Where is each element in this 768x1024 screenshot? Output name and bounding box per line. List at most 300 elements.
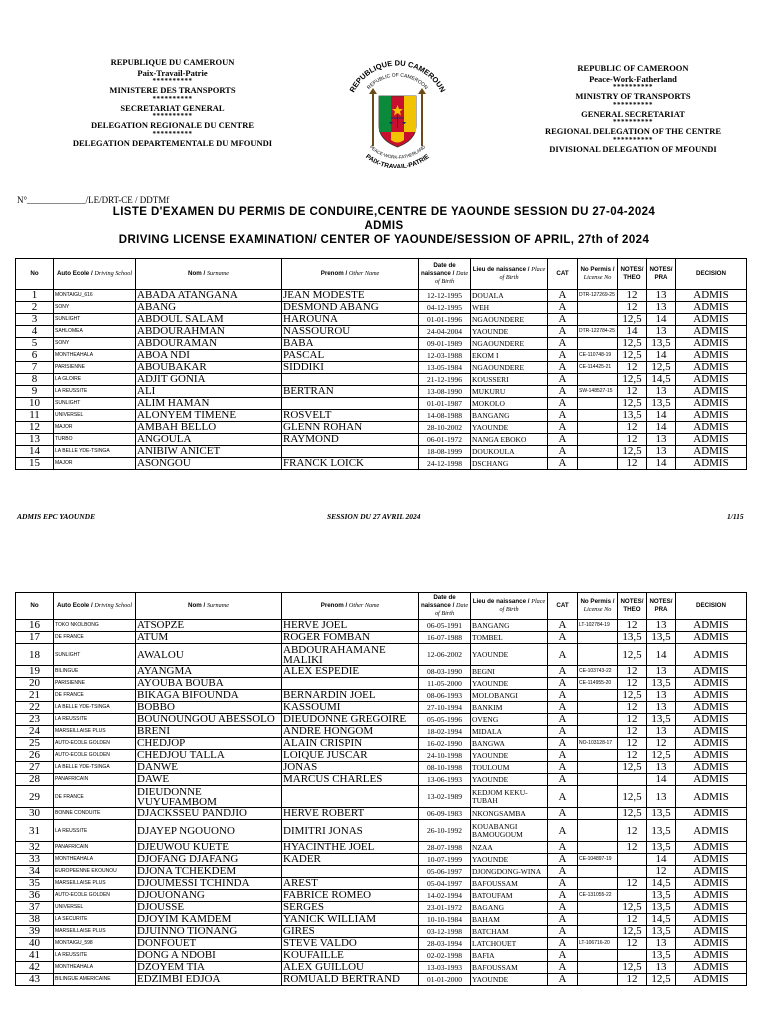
cell-driving-school: MAJOR [54, 458, 136, 470]
cell-driving-school: MONTAIGU_616 [54, 290, 136, 302]
cell-driving-school: DE FRANCE [54, 632, 136, 644]
cell-other-name: ROMUALD BERTRAND [282, 974, 419, 986]
table-row [16, 714, 747, 726]
cell-other-name: AREST [282, 878, 419, 890]
cell-theory-score [618, 950, 647, 962]
shield-icon [379, 96, 416, 147]
seal-motto-en: PEACE-WORK-FATHERLAND [368, 144, 427, 160]
cell-driving-school: LA GLOIRE [54, 374, 136, 386]
cell-license-number [578, 714, 618, 726]
cell-row-number: 42 [16, 962, 54, 974]
cell-surname: ABDOURAHMAN [136, 326, 282, 338]
table-row [16, 666, 747, 678]
cell-decision: ADMIS [676, 950, 747, 962]
cell-surname: BOUNOUNGOU ABESSOLO [136, 714, 282, 726]
cell-theory-score: 12,5 [618, 962, 647, 974]
cell-theory-score: 12 [618, 974, 647, 986]
cell-surname: CHEDJOP [136, 738, 282, 750]
cell-decision: ADMIS [676, 726, 747, 738]
cell-surname: AWALOU [136, 644, 282, 666]
cell-date-of-birth: 18-08-1999 [419, 446, 471, 458]
cell-row-number: 4 [16, 326, 54, 338]
cell-theory-score: 12 [618, 386, 647, 398]
cell-theory-score: 12,5 [618, 338, 647, 350]
cell-driving-school: EUROPEENNE EKOUNOU [54, 866, 136, 878]
cell-driving-school: DE FRANCE [54, 690, 136, 702]
table-row [16, 446, 747, 458]
cell-practical-score: 14,5 [647, 878, 676, 890]
cell-decision: ADMIS [676, 866, 747, 878]
cell-other-name: DIEUDONNE GREGOIRE [282, 714, 419, 726]
cell-date-of-birth: 28-10-2002 [419, 422, 471, 434]
col-header-date-of-birth: Date de naissance / Date of Birth [419, 259, 471, 290]
col-header-first-name: Prenom / Other Name [282, 593, 419, 620]
cell-row-number: 16 [16, 620, 54, 632]
cell-other-name [282, 398, 419, 410]
cell-place-of-birth: MUKURU [471, 386, 548, 398]
cell-place-of-birth: YAOUNDE [471, 422, 548, 434]
cell-driving-school: TOKO NKOLBONG [54, 620, 136, 632]
cell-category: A [548, 854, 578, 866]
cell-driving-school: DE FRANCE [54, 786, 136, 808]
cell-theory-score: 12 [618, 702, 647, 714]
cell-date-of-birth: 27-10-1994 [419, 702, 471, 714]
cell-practical-score: 13 [647, 690, 676, 702]
col-header-date-of-birth: Date de naissance / Date of Birth [419, 593, 471, 620]
cell-license-number [578, 302, 618, 314]
cell-date-of-birth: 14-08-1988 [419, 410, 471, 422]
cell-driving-school: BILINGUE [54, 666, 136, 678]
cell-category: A [548, 632, 578, 644]
motto-en: Peace-Work-Fatherland [589, 73, 677, 84]
cell-license-number [578, 914, 618, 926]
cell-place-of-birth: BAFOUSSAM [471, 962, 548, 974]
cell-license-number [578, 926, 618, 938]
divisional-delegation-fr: DELEGATION DEPARTEMENTALE DU MFOUNDI [72, 137, 273, 148]
cell-surname: ADJIT GONIA [136, 374, 282, 386]
cell-place-of-birth: BAGANG [471, 902, 548, 914]
cell-surname: ABOUBAKAR [136, 362, 282, 374]
cell-driving-school: PARISIENNE [54, 362, 136, 374]
cell-practical-score: 14,5 [647, 914, 676, 926]
cell-category: A [548, 410, 578, 422]
cell-place-of-birth: KOUABANGI BAMOUGOUM [471, 820, 548, 842]
country-name-en: REPUBLIC OF CAMEROON [577, 63, 689, 73]
cell-place-of-birth: BANGANG [471, 410, 548, 422]
cell-license-number: DTR-122784-25 [578, 326, 618, 338]
cell-date-of-birth: 11-05-2000 [419, 678, 471, 690]
cell-date-of-birth: 09-01-1989 [419, 338, 471, 350]
cell-practical-score: 13 [647, 726, 676, 738]
cell-other-name: HERVE ROBERT [282, 808, 419, 820]
cell-license-number [578, 644, 618, 666]
cell-date-of-birth: 08-10-1998 [419, 762, 471, 774]
cell-other-name: FABRICE ROMEO [282, 890, 419, 902]
cell-other-name: DESMOND ABANG [282, 302, 419, 314]
secretariat-en: GENERAL SECRETARIAT [581, 108, 685, 119]
cell-theory-score: 14 [618, 326, 647, 338]
table-row [16, 620, 747, 632]
cell-row-number: 27 [16, 762, 54, 774]
col-header-decision: DECISION [676, 259, 747, 290]
cell-license-number: DTR-127269-25 [578, 290, 618, 302]
cell-place-of-birth: BATOUFAM [471, 890, 548, 902]
cell-place-of-birth: NGAOUNDERE [471, 314, 548, 326]
cell-surname: DAWE [136, 774, 282, 786]
cell-practical-score: 13 [647, 326, 676, 338]
cell-theory-score: 12,5 [618, 314, 647, 326]
cell-row-number: 39 [16, 926, 54, 938]
cell-practical-score: 14 [647, 774, 676, 786]
cell-driving-school: LA BELLE YDE-TSINGA [54, 446, 136, 458]
col-header-license-no: No Permis / License No [578, 259, 618, 290]
cell-other-name: FRANCK LOICK [282, 458, 419, 470]
cell-other-name [282, 446, 419, 458]
title-status: ADMIS [364, 220, 404, 232]
cell-category: A [548, 326, 578, 338]
cell-driving-school: MONTHEAHALA [54, 962, 136, 974]
cell-driving-school: SUNLIGHT [54, 314, 136, 326]
cell-license-number: CE-114425-21 [578, 362, 618, 374]
cell-license-number: CE-131055-22 [578, 890, 618, 902]
separator-stars: ********** [613, 100, 653, 109]
cell-place-of-birth: TOULOUM [471, 762, 548, 774]
cell-decision: ADMIS [676, 314, 747, 326]
cell-theory-score: 12,5 [618, 902, 647, 914]
cell-license-number: LT-106716-20 [578, 938, 618, 950]
cell-surname: ATUM [136, 632, 282, 644]
cell-driving-school: MONTHEAHALA [54, 854, 136, 866]
table-row [16, 302, 747, 314]
cell-category: A [548, 338, 578, 350]
table-row [16, 644, 747, 666]
cell-practical-score: 13 [647, 762, 676, 774]
cell-driving-school: LA REUSSITE [54, 714, 136, 726]
cell-practical-score: 13,5 [647, 926, 676, 938]
cell-license-number [578, 702, 618, 714]
cell-theory-score: 12 [618, 678, 647, 690]
cell-license-number [578, 446, 618, 458]
cell-date-of-birth: 12-12-1995 [419, 290, 471, 302]
cell-license-number: LT-102784-19 [578, 620, 618, 632]
cell-place-of-birth: DSCHANG [471, 458, 548, 470]
cell-other-name: ANDRE HONGOM [282, 726, 419, 738]
cell-license-number [578, 632, 618, 644]
cell-surname: DIEUDONNE VUYUFAMBOM [136, 786, 282, 808]
cell-row-number: 3 [16, 314, 54, 326]
cell-row-number: 23 [16, 714, 54, 726]
cell-date-of-birth: 08-06-1993 [419, 690, 471, 702]
cell-other-name: BERNARDIN JOEL [282, 690, 419, 702]
cell-category: A [548, 314, 578, 326]
document-titles [0, 205, 768, 247]
cell-date-of-birth: 24-12-1998 [419, 458, 471, 470]
cell-decision: ADMIS [676, 926, 747, 938]
cell-other-name: KASSOUMI [282, 702, 419, 714]
cell-license-number [578, 410, 618, 422]
cell-row-number: 35 [16, 878, 54, 890]
cell-other-name: BABA [282, 338, 419, 350]
cell-driving-school: SONY [54, 338, 136, 350]
cell-category: A [548, 938, 578, 950]
cell-row-number: 8 [16, 374, 54, 386]
cell-practical-score: 13,5 [647, 902, 676, 914]
cell-place-of-birth: DOUKOULA [471, 446, 548, 458]
cell-driving-school: LA REUSSITE [54, 950, 136, 962]
cell-license-number [578, 762, 618, 774]
cell-place-of-birth: NGAOUNDERE [471, 338, 548, 350]
cell-row-number: 43 [16, 974, 54, 986]
cell-date-of-birth: 01-01-2000 [419, 974, 471, 986]
cell-surname: AYOUBA BOUBA [136, 678, 282, 690]
cell-other-name: KOUFAILLE [282, 950, 419, 962]
table-row [16, 458, 747, 470]
cell-license-number [578, 458, 618, 470]
cell-surname: ANGOULA [136, 434, 282, 446]
table-row [16, 938, 747, 950]
cell-theory-score: 12,5 [618, 644, 647, 666]
cell-theory-score: 12 [618, 938, 647, 950]
cell-other-name: SERGES [282, 902, 419, 914]
table-row [16, 786, 747, 808]
cell-category: A [548, 738, 578, 750]
cell-surname: ALI [136, 386, 282, 398]
cell-theory-score: 12,5 [618, 762, 647, 774]
cell-category: A [548, 362, 578, 374]
cell-theory-score [618, 854, 647, 866]
cell-decision: ADMIS [676, 422, 747, 434]
cell-surname: ABDOURAMAN [136, 338, 282, 350]
cell-place-of-birth: YAOUNDE [471, 750, 548, 762]
table-row [16, 890, 747, 902]
cell-practical-score: 13,5 [647, 714, 676, 726]
cell-decision: ADMIS [676, 914, 747, 926]
cell-license-number: SW-148527-15 [578, 386, 618, 398]
cell-decision: ADMIS [676, 714, 747, 726]
cell-row-number: 6 [16, 350, 54, 362]
table-row [16, 410, 747, 422]
cell-practical-score: 12,5 [647, 974, 676, 986]
cell-category: A [548, 458, 578, 470]
cell-decision: ADMIS [676, 774, 747, 786]
cell-driving-school: MARSEILLAISE PLUS [54, 878, 136, 890]
cell-driving-school: SUNLIGHT [54, 398, 136, 410]
cell-decision: ADMIS [676, 902, 747, 914]
cell-row-number: 30 [16, 808, 54, 820]
cell-other-name: ROSVELT [282, 410, 419, 422]
cell-practical-score: 14 [647, 314, 676, 326]
cell-date-of-birth: 16-07-1988 [419, 632, 471, 644]
cell-license-number [578, 726, 618, 738]
cell-category: A [548, 878, 578, 890]
cell-category: A [548, 290, 578, 302]
cell-row-number: 20 [16, 678, 54, 690]
col-header-place-of-birth: Lieu de naissance / Place of Birth [471, 593, 548, 620]
cell-practical-score: 13 [647, 446, 676, 458]
cell-place-of-birth: MOKOLO [471, 398, 548, 410]
cell-theory-score [618, 774, 647, 786]
cell-row-number: 37 [16, 902, 54, 914]
cell-surname: BRENI [136, 726, 282, 738]
reference-number: N°_____________/LE/DRT-CE / DDTMf [17, 195, 170, 205]
cell-driving-school: MONTHEAHALA [54, 350, 136, 362]
cell-theory-score: 12,5 [618, 926, 647, 938]
cell-license-number [578, 842, 618, 854]
cell-date-of-birth: 12-03-1988 [419, 350, 471, 362]
cell-date-of-birth: 24-10-1998 [419, 750, 471, 762]
table-row [16, 434, 747, 446]
cell-surname: CHEDJOU TALLA [136, 750, 282, 762]
cell-date-of-birth: 05-05-1996 [419, 714, 471, 726]
cell-driving-school: PANAFRICAIN [54, 842, 136, 854]
cell-decision: ADMIS [676, 302, 747, 314]
cell-category: A [548, 726, 578, 738]
cell-date-of-birth: 06-05-1991 [419, 620, 471, 632]
cell-place-of-birth: OVENG [471, 714, 548, 726]
cell-date-of-birth: 13-03-1993 [419, 962, 471, 974]
cell-date-of-birth: 26-10-1992 [419, 820, 471, 842]
cell-category: A [548, 926, 578, 938]
table-row [16, 386, 747, 398]
cell-driving-school: MONTAIGU_598 [54, 938, 136, 950]
cell-place-of-birth: BAHAM [471, 914, 548, 926]
cell-category: A [548, 446, 578, 458]
ministry-en: MINISTRY OF TRANSPORTS [575, 91, 691, 101]
cell-decision: ADMIS [676, 666, 747, 678]
cell-row-number: 17 [16, 632, 54, 644]
cell-category: A [548, 950, 578, 962]
regional-delegation-en: REGIONAL DELEGATION OF THE CENTRE [544, 126, 722, 136]
cell-category: A [548, 762, 578, 774]
cell-decision: ADMIS [676, 458, 747, 470]
cell-theory-score [618, 866, 647, 878]
cell-driving-school: BILINGUE AMERICAINE [54, 974, 136, 986]
cell-license-number: CE-104897-19 [578, 854, 618, 866]
cell-theory-score: 12 [618, 914, 647, 926]
cell-theory-score: 12,5 [618, 398, 647, 410]
cell-row-number: 38 [16, 914, 54, 926]
cell-row-number: 36 [16, 890, 54, 902]
cell-decision: ADMIS [676, 632, 747, 644]
motto-fr: Paix-Travail-Patrie [137, 67, 208, 78]
cell-surname: DZOYEM TIA [136, 962, 282, 974]
separator-stars: ********** [152, 77, 193, 85]
cell-surname: DANWE [136, 762, 282, 774]
cell-theory-score: 12 [618, 362, 647, 374]
cell-category: A [548, 386, 578, 398]
cell-practical-score: 14 [647, 644, 676, 666]
cell-surname: ATSOPZE [136, 620, 282, 632]
cell-theory-score: 12 [618, 726, 647, 738]
separator-stars: ********** [613, 83, 653, 91]
cell-date-of-birth: 08-03-1990 [419, 666, 471, 678]
table-row [16, 914, 747, 926]
cell-other-name [282, 678, 419, 690]
cell-decision: ADMIS [676, 644, 747, 666]
col-header-school: Auto Ecole / Driving School [54, 593, 136, 620]
separator-stars: ********** [613, 135, 653, 144]
cell-theory-score: 12 [618, 738, 647, 750]
cell-theory-score: 12 [618, 714, 647, 726]
cell-row-number: 26 [16, 750, 54, 762]
cell-decision: ADMIS [676, 786, 747, 808]
cell-decision: ADMIS [676, 434, 747, 446]
cell-driving-school: LA REUSSITE [54, 386, 136, 398]
cell-category: A [548, 914, 578, 926]
title-fr: LISTE D'EXAMEN DU PERMIS DE CONDUIRE,CENTRE DE YAOUNDE SESSION DU 27-04-2024 [112, 206, 656, 218]
cell-row-number: 9 [16, 386, 54, 398]
results-table-body [16, 290, 747, 470]
cell-decision: ADMIS [676, 446, 747, 458]
cell-row-number: 5 [16, 338, 54, 350]
cell-row-number: 34 [16, 866, 54, 878]
cell-other-name: JONAS [282, 762, 419, 774]
seal-outer-text: REPUBLIQUE DU CAMEROUN [347, 58, 448, 94]
col-header-first-name: Prenom / Other Name [282, 259, 419, 290]
cell-row-number: 13 [16, 434, 54, 446]
cell-license-number: CE-114955-20 [578, 678, 618, 690]
cell-license-number [578, 974, 618, 986]
table-row [16, 726, 747, 738]
cell-place-of-birth: KOUSSERI [471, 374, 548, 386]
ministry-fr: MINISTERE DES TRANSPORTS [109, 85, 236, 95]
cell-surname: DJOFANG DJAFANG [136, 854, 282, 866]
cell-category: A [548, 422, 578, 434]
cell-practical-score: 13,5 [647, 950, 676, 962]
col-header-pra: NOTES/ PRA [647, 259, 676, 290]
cell-date-of-birth: 24-04-2004 [419, 326, 471, 338]
cell-license-number [578, 786, 618, 808]
cell-row-number: 29 [16, 786, 54, 808]
cell-driving-school: MAJOR [54, 422, 136, 434]
cell-row-number: 1 [16, 290, 54, 302]
cell-surname: DJONA TCHEKDEM [136, 866, 282, 878]
cell-license-number [578, 774, 618, 786]
table-row [16, 902, 747, 914]
cell-decision: ADMIS [676, 702, 747, 714]
cell-decision: ADMIS [676, 842, 747, 854]
cell-driving-school: MARSEILLAISE PLUS [54, 926, 136, 938]
cell-decision: ADMIS [676, 750, 747, 762]
cell-decision: ADMIS [676, 326, 747, 338]
cell-surname: DJEUWOU KUETE [136, 842, 282, 854]
cell-date-of-birth: 13-02-1989 [419, 786, 471, 808]
cell-decision: ADMIS [676, 338, 747, 350]
table-row [16, 362, 747, 374]
cell-other-name: ALAIN CRISPIN [282, 738, 419, 750]
cell-driving-school: LA BELLE YDE-TSINGA [54, 762, 136, 774]
cell-category: A [548, 866, 578, 878]
col-header-theo: NOTES/ THEO [618, 259, 647, 290]
table-row [16, 326, 747, 338]
cell-place-of-birth: BEGNI [471, 666, 548, 678]
cell-practical-score: 13 [647, 620, 676, 632]
cell-license-number [578, 398, 618, 410]
cell-driving-school: PARISIENNE [54, 678, 136, 690]
cell-practical-score: 14 [647, 458, 676, 470]
cell-place-of-birth: YAOUNDE [471, 974, 548, 986]
cameroon-coat-of-arms-seal [335, 48, 460, 168]
cell-theory-score: 12 [618, 842, 647, 854]
table-row [16, 702, 747, 714]
cell-date-of-birth: 13-08-1990 [419, 386, 471, 398]
cell-date-of-birth: 13-06-1993 [419, 774, 471, 786]
cell-row-number: 15 [16, 458, 54, 470]
cell-place-of-birth: KEDJOM KEKU-TUBAH [471, 786, 548, 808]
country-name-fr: REPUBLIQUE DU CAMEROUN [110, 57, 235, 67]
cell-theory-score: 12 [618, 620, 647, 632]
cell-surname: DJOYIM KAMDEM [136, 914, 282, 926]
